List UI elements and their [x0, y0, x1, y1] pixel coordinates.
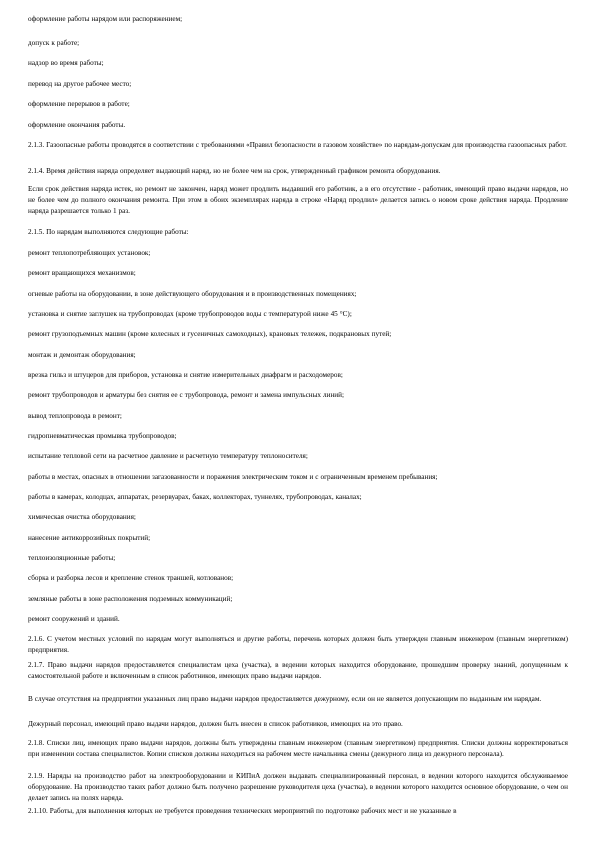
list-item: испытание тепловой сети на расчетное давление и расчетную температуру теплоносителя; — [28, 452, 308, 460]
paragraph: 2.1.4. Время действия наряда определяет выдающий наряд, но не более чем на срок, утвержденный графиком ремонта оборудования. — [28, 167, 441, 175]
list-item: земляные работы в зоне расположения подземных коммуникаций; — [28, 595, 233, 603]
list-item: перевод на другое рабочее место; — [28, 80, 132, 88]
list-item: ремонт трубопроводов и арматуры без снятия ее с трубопровода, ремонт и замена импульсных линий; — [28, 391, 344, 399]
list-item: ремонт теплопотребляющих установок; — [28, 249, 151, 257]
list-item: установка и снятие заглушек на трубопроводах (кроме трубопроводов воды с температурой ниже 45 °С); — [28, 310, 352, 318]
list-item: гидропневматическая промывка трубопроводов; — [28, 432, 177, 440]
list-item: работы в камерах, колодцах, аппаратах, резервуарах, баках, коллекторах, туннелях, трубопроводах, каналах; — [28, 493, 362, 501]
paragraph: 2.1.5. По нарядам выполняются следующие работы: — [28, 228, 189, 236]
list-item: ремонт сооружений и зданий. — [28, 615, 120, 623]
paragraph: 2.1.8. Списки лиц, имеющих право выдачи нарядов, должны быть утверждены главным инженером (главным энергетиком) предприятия. Списки должны корректироваться при изменении состава специалистов. Копии списков должны находиться на рабочем месте начальника смены (дежурного лица из дежурного персонала). — [28, 739, 568, 758]
list-item: оформление перерывов в работе; — [28, 100, 130, 108]
list-item: сборка и разборка лесов и крепление стенок траншей, котлованов; — [28, 574, 234, 582]
paragraph: 2.1.3. Газоопасные работы проводятся в соответствии с требованиями «Правил безопасности в газовом хозяйстве» по нарядам-допускам для производства газоопасных работ. — [28, 141, 567, 149]
paragraph: 2.1.7. Право выдачи нарядов предоставляется специалистам цеха (участка), в ведении которых находится оборудование, прошедшим проверку знаний, допущенным к самостоятельной работе и включенным в список работников, имеющих право выдачи нарядов. — [28, 661, 568, 680]
list-item: допуск к работе; — [28, 39, 80, 47]
list-item: вывод теплопровода в ремонт; — [28, 412, 122, 420]
list-item: работы в местах, опасных в отношении загазованности и поражения электрическим током и с ограниченным временем пребывания; — [28, 473, 438, 481]
list-item: теплоизоляционные работы; — [28, 554, 116, 562]
list-item: врезка гильз и штуцеров для приборов, установка и снятие измерительных диафрагм и расходомеров; — [28, 371, 343, 379]
paragraph: В случае отсутствия на предприятии указанных лиц право выдачи нарядов предоставляется дежурному, если он не является допускающим по выданным им нарядам. — [28, 695, 542, 703]
paragraph: 2.1.9. Наряды на производство работ на электрооборудовании и КИПиА должен выдавать специализированный персонал, в ведении которого находится обслуживаемое оборудование. На производство таких работ должно быть получено разрешение руководителя цеха (участка), в ведении которого находится основное оборудование, о чем он делает запись на полях наряда. — [28, 772, 568, 802]
list-item: огневые работы на оборудовании, в зоне действующего оборудования и в производственных помещениях; — [28, 290, 357, 298]
paragraph: 2.1.10. Работы, для выполнения которых не требуется проведения технических мероприятий по подготовке рабочих мест и не указанные в — [28, 807, 457, 815]
list-item: оформление окончания работы. — [28, 121, 126, 129]
list-item: химическая очистка оборудования; — [28, 513, 136, 521]
list-item: нанесение антикоррозийных покрытий; — [28, 534, 151, 542]
list-item: монтаж и демонтаж оборудования; — [28, 351, 136, 359]
paragraph: 2.1.6. С учетом местных условий по нарядам могут выполняться и другие работы, перечень которых должен быть утвержден главным инженером (главным энергетиком) предприятия. — [28, 635, 568, 654]
list-item: надзор во время работы; — [28, 59, 104, 67]
paragraph: Дежурный персонал, имеющий право выдачи нарядов, должен быть внесен в список работников, имеющих на это право. — [28, 720, 403, 728]
list-item: оформление работы нарядом или распоряжением; — [28, 15, 183, 23]
paragraph: Если срок действия наряда истек, но ремонт не закончен, наряд может продлить выдавший его работник, а в его отсутствие - работник, имеющий право выдачи нарядов, но не более чем до полного окончания ремонта. При этом в обоих экземплярах наряда в строке «Наряд продлил» делается запись о новом сроке действия наряда. Продление наряда разрешается только 1 раз. — [28, 185, 568, 215]
list-item: ремонт грузоподъемных машин (кроме колесных и гусеничных самоходных), крановых тележек, подкрановых путей; — [28, 330, 392, 338]
list-item: ремонт вращающихся механизмов; — [28, 269, 136, 277]
